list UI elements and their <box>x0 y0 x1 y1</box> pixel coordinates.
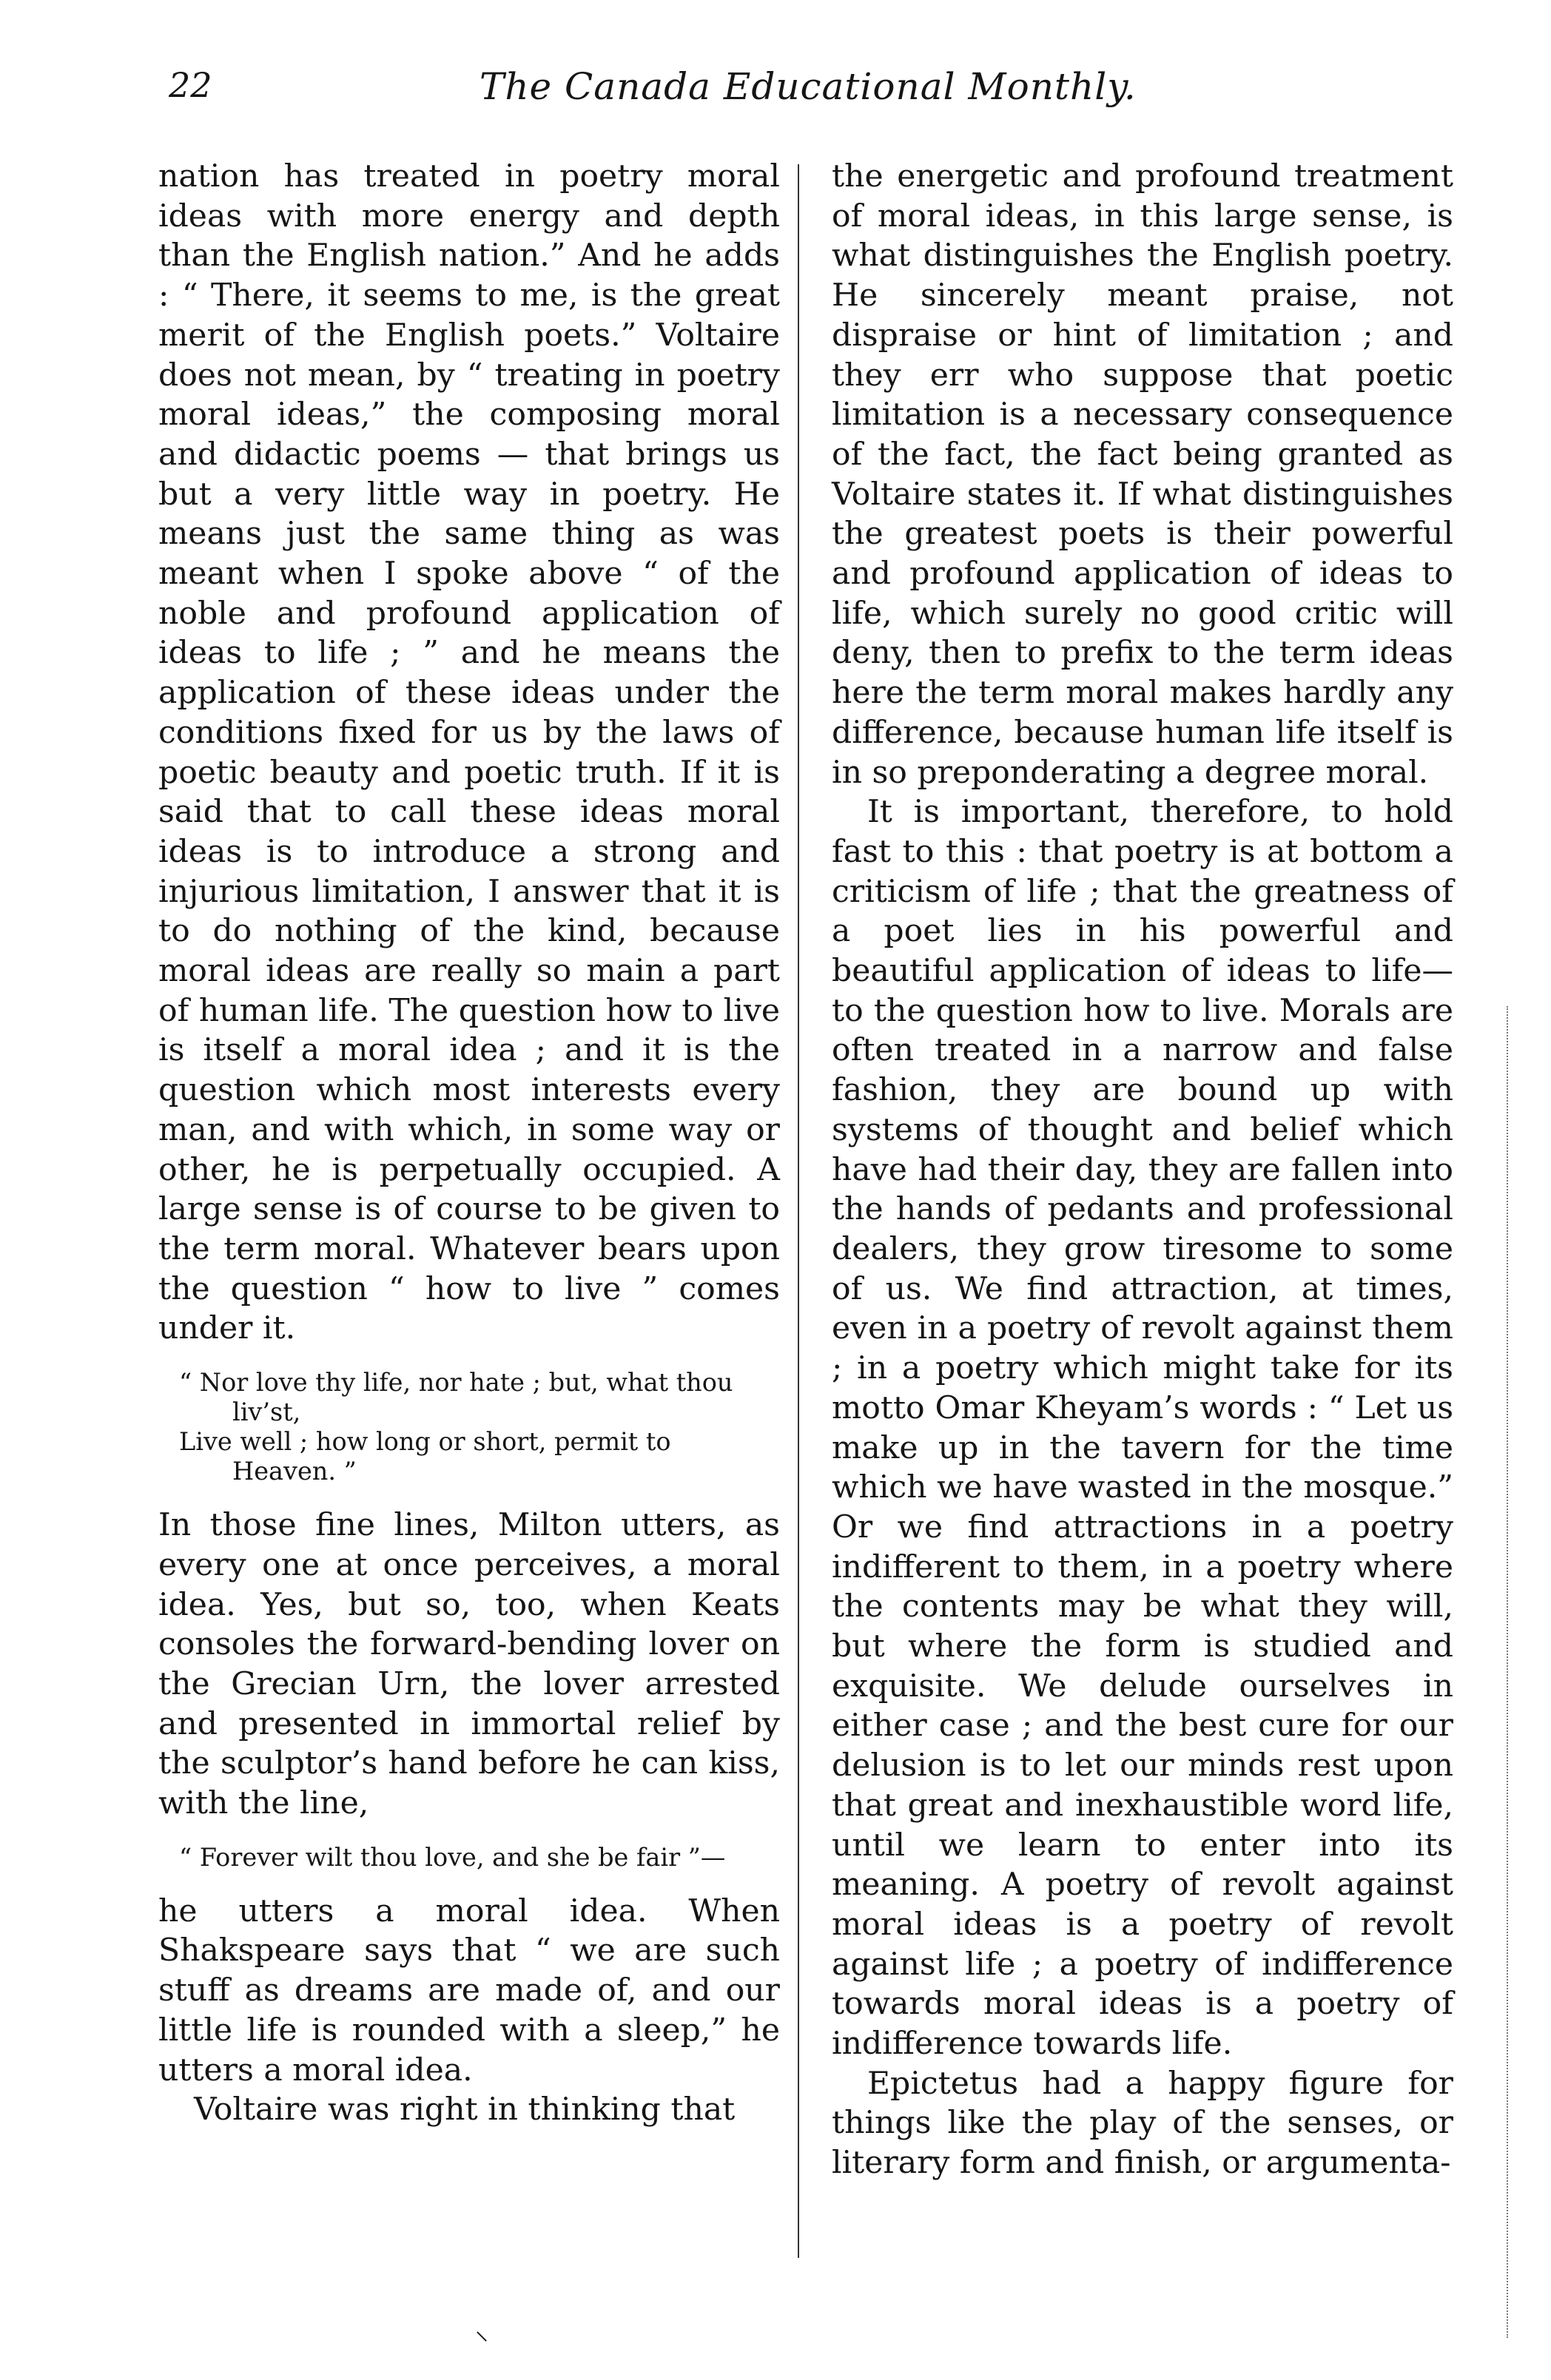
milton-quote <box>158 1368 780 1486</box>
right-paragraph-1: the energetic and profound treatment of moral ideas, in this large sense, is what distinguishes the English poetry. He sincerely meant praise, not dispraise or hint of limitation ; and they err who suppose that poetic limitation is a necessary consequence of the fact, the fact being granted as Voltaire states it. If what distinguishes the greatest poets is their powerful and profound application of ideas to life, which surely no good critic will deny, then to prefix to the term ideas here the term moral makes hardly any difference, because human life itself is in so preponderating a degree moral. <box>832 158 1453 791</box>
left-paragraph-4: Voltaire was right in thinking that <box>194 2091 736 2128</box>
footer-mark: ⸜ <box>475 2316 488 2346</box>
page-edge-marks <box>1507 1006 1518 2338</box>
column-divider <box>798 164 799 2258</box>
page-header <box>169 65 1138 124</box>
left-column <box>158 157 780 2130</box>
page-number: 22 <box>169 65 212 105</box>
right-paragraph-2: It is important, therefore, to hold fast to this : that poetry is at bottom a criticism of life ; that the greatness of a poet lies in his powerful and beautiful application of ideas to life— to the question how to live. Morals are often treated in a narrow and false fashion, they are bound up with systems of thought and belief which have had their day, they are fallen into the hands of pedants and professional dealers, they grow tiresome to some of us. We find attraction, at times, even in a poetry of revolt against them ; in a poetry which might take for its motto Omar Kheyam’s words : “ Let us make up in the tavern for the time which we have wasted in the mosque.” Or we find attractions in a poetry indifferent to them, in a poetry where the contents may be what they will, but where the form is studied and exquisite. We delude ourselves in either case ; and the best cure for our delusion is to let our minds rest upon that great and inexhaustible word life, until we learn to enter into its meaning. A poetry of revolt against moral ideas is a poetry of revolt against life ; a poetry of indifference towards moral ideas is a poetry of indifference towards life. <box>832 794 1453 2063</box>
keats-quote-line-1: “ Forever wilt thou love, and she be fair ”— <box>179 1842 726 1872</box>
left-paragraph-2: In those fine lines, Milton utters, as every one at once perceives, a moral idea. Yes, but so, too, when Keats consoles the forward-bending lover on the Grecian Urn, the lover arrested and presented in immortal relief by the sculptor’s hand before he can kiss, with the line, <box>158 1507 780 1822</box>
left-paragraph-3: he utters a moral idea. When Shakspeare says that “ we are such stuff as dreams are made of, and our little life is rounded with a sleep,” he utters a moral idea. <box>158 1892 780 2089</box>
keats-quote <box>158 1843 780 1872</box>
left-paragraph-1: nation has treated in poetry moral ideas with more energy and depth than the English nation.” And he adds : “ There, it seems to me, is the great merit of the English poets.” Voltaire does not mean, by “ treating in poetry moral ideas,” the composing moral and didactic poems — that brings us but a very little way in poetry. He means just the same thing as was meant when I spoke above “ of the noble and profound application of ideas to life ; ” and he means the application of these ideas under the conditions fixed for us by the laws of poetic beauty and poetic truth. If it is said that to call these ideas moral ideas is to introduce a strong and injurious limitation, I answer that it is to do nothing of the kind, because moral ideas are really so main a part of human life. The question how to live is itself a moral idea ; and it is the question which most interests every man, and with which, in some way or other, he is perpetually occupied. A large sense is of course to be given to the term moral. Whatever bears upon the question “ how to live ” comes under it. <box>158 158 780 1347</box>
milton-quote-line-2: Live well ; how long or short, permit to Heaven. ” <box>179 1427 671 1486</box>
right-paragraph-3: Epictetus had a happy figure for things like the play of the senses, or literary form and finish, or argumenta- <box>832 2065 1453 2182</box>
right-column <box>832 157 1453 2183</box>
journal-title: The Canada Educational Monthly. <box>480 65 1137 108</box>
milton-quote-line-1: “ Nor love thy life, nor hate ; but, what thou liv’st, <box>179 1368 733 1427</box>
